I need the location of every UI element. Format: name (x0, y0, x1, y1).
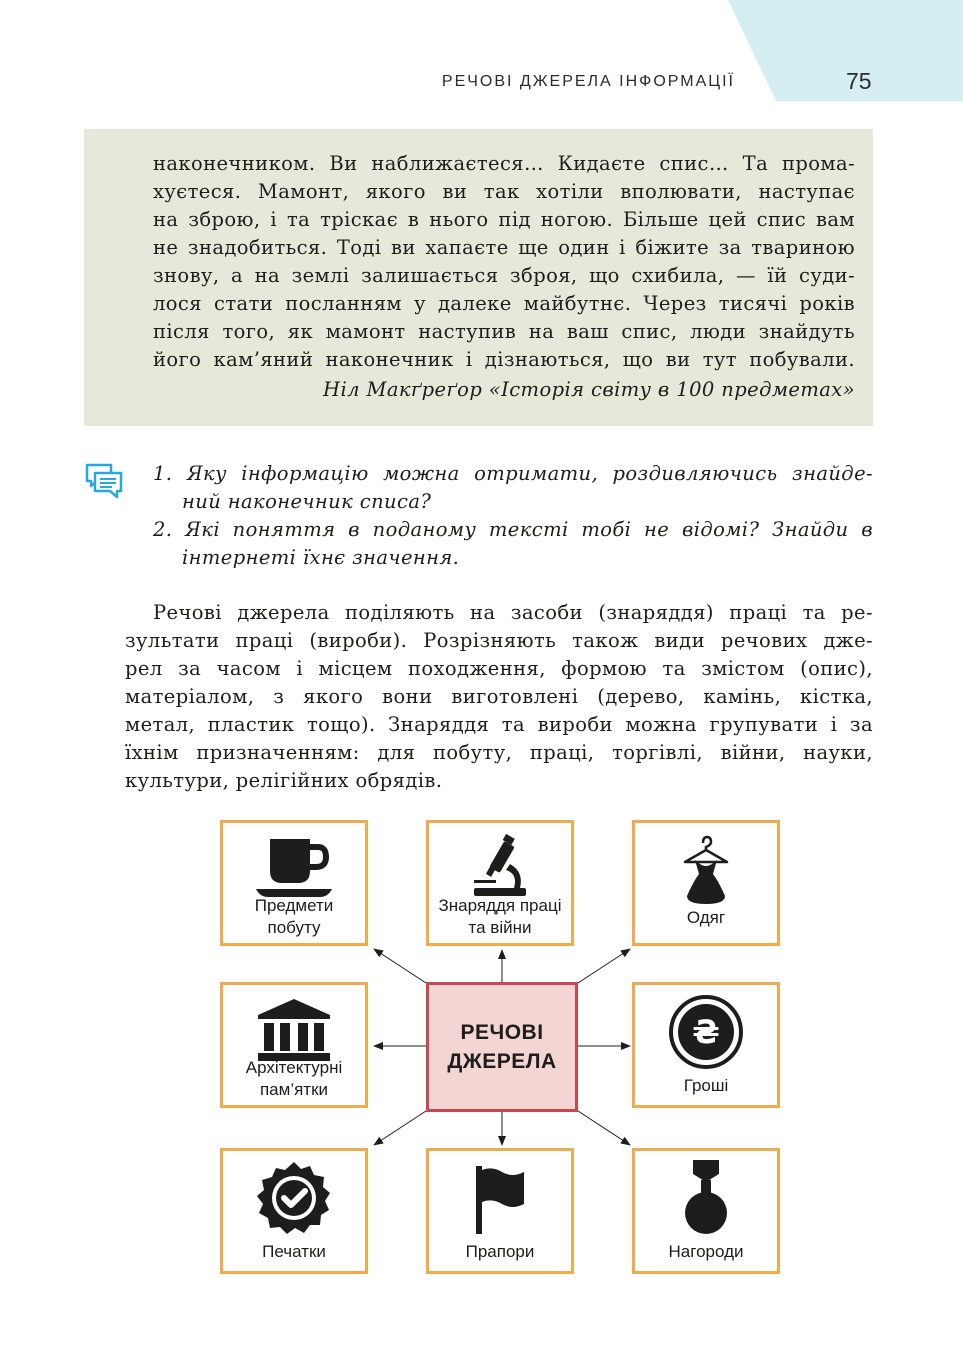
questions-list (153, 460, 873, 572)
seal-icon (256, 1160, 332, 1236)
arrow-to-seals (374, 1111, 426, 1145)
tile-label: пам’ятки (259, 1080, 329, 1099)
body-line: рел за часом і місцем походження, формою та змістом (опис), (125, 657, 873, 680)
body-line: Речові джерела поділяють на засоби (знаряддя) праці та ре- (153, 601, 873, 624)
question-1-continued: ний наконечник списа? (182, 490, 432, 513)
quote-line: його кам’яний наконечник і дізнаються, що ви тут побували. (153, 348, 855, 371)
microscope-icon (470, 834, 530, 902)
tile-label: Гроші (683, 1076, 729, 1095)
chat-bubbles-icon (84, 462, 126, 504)
tile-seals (220, 1148, 368, 1274)
tile-flags (426, 1148, 574, 1274)
hryvnia-coin-icon (668, 994, 744, 1070)
tile-label: Одяг (686, 908, 726, 927)
question-2: 2. Які поняття в поданому тексті тобі не відомі? Знайди в (153, 518, 873, 541)
center-label: РЕЧОВІ (460, 1021, 544, 1044)
arrow-to-household (374, 949, 426, 983)
tile-label: Печатки (262, 1242, 326, 1261)
quote-line: не знадобиться. Тоді ви хапаєте ще один і біжите за твариною (153, 236, 855, 259)
building-icon (256, 997, 332, 1063)
tile-tools-and-weapons (426, 820, 574, 946)
medal-icon (681, 1158, 731, 1238)
page-number: 75 (846, 68, 872, 94)
dress-icon (681, 834, 731, 906)
question-1: 1. Яку інформацію можна отримати, роздивляючись знайде- (153, 462, 873, 485)
tile-architecture (220, 982, 368, 1108)
tile-label: Нагороди (668, 1242, 744, 1261)
tile-money (632, 982, 780, 1108)
question-2-continued: інтернеті їхнє значення. (182, 546, 460, 569)
quote-line: лося стати посланням у далеке майбутнє. Через тисячі років (153, 292, 855, 315)
tile-label: Прапори (465, 1242, 535, 1261)
tile-label: побуту (267, 918, 321, 937)
tile-label: Предмети (254, 896, 334, 915)
quote-line: після того, як мамонт наступив на ваш спис, люди знайдуть (153, 320, 855, 343)
quote-line: наконечником. Ви наближаєтеся… Кидаєте спис… Та прома- (153, 152, 855, 175)
body-line: їхнім призначенням: для побуту, праці, торгівлі, війни, науки, (125, 741, 873, 764)
cup-icon (254, 835, 334, 901)
svg-text:₴: ₴ (692, 1013, 720, 1051)
quote-source: Ніл Макґреґор «Історія світу в 100 предметах» (323, 378, 855, 401)
quote-line: хуєтеся. Мамонт, якого ви так хотіли вполювати, наступає (153, 180, 855, 203)
flag-icon (470, 1164, 530, 1236)
tile-awards (632, 1148, 780, 1274)
body-line: зультати праці (вироби). Розрізняють також види речових дже- (125, 629, 873, 652)
quote-line: знову, а на землі залишається зброя, що схибила, — їй суди- (153, 264, 855, 287)
tile-clothes (632, 820, 780, 946)
running-header: РЕЧОВІ ДЖЕРЕЛА ІНФОРМАЦІЇ (441, 73, 735, 90)
tile-household-items (220, 820, 368, 946)
tile-label: та війни (468, 918, 532, 937)
center-label: ДЖЕРЕЛА (447, 1050, 557, 1073)
body-line: метал, пластик тощо). Знаряддя та вироби можна групувати і за (125, 713, 873, 736)
corner-decoration (0, 0, 963, 110)
body-line: культури, релігійних обрядів. (125, 769, 443, 792)
arrow-to-clothes (578, 949, 630, 983)
quote-line: на зброю, і та тріскає в нього під ногою. Більше цей спис вам (153, 208, 855, 231)
body-paragraph (125, 599, 873, 795)
tile-label: Знаряддя праці (438, 896, 562, 915)
arrow-to-awards (578, 1111, 630, 1145)
body-line: матеріалом, з якого вони виготовлені (дерево, камінь, кістка, (125, 685, 873, 708)
tile-label: Архітектурні (245, 1058, 343, 1077)
center-node (426, 982, 578, 1112)
quote-text (153, 150, 855, 374)
